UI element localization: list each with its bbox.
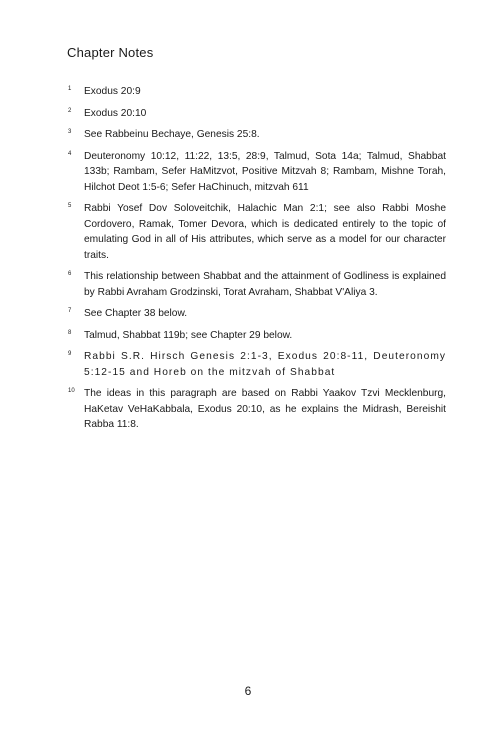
note-text: Deuteronomy 10:12, 11:22, 13:5, 28:9, Talmud, Sota 14a; Talmud, Shabbat 133b; Rambam, Sefer HaMitzvot, Positive Mitzvah 8; Rambam, Mishne Torah, Hilchot Deot 1:5-6; Sefer HaChinuch, mitzvah 611 — [84, 150, 446, 193]
note-number: 8 — [68, 329, 72, 336]
note-text: Exodus 20:10 — [84, 107, 147, 119]
note-item — [66, 106, 446, 122]
note-number: 9 — [68, 351, 72, 357]
note-item — [66, 127, 446, 143]
note-item — [66, 328, 446, 344]
note-number: 6 — [68, 271, 72, 277]
note-text: Rabbi Yosef Dov Soloveitchik, Halachic Man 2:1; see also Rabbi Moshe Cordovero, Ramak, Tomer Devora, which is dedicated entirely to the topic of emulating God in all of His attributes, which serve as a model for our character traits. — [84, 203, 446, 261]
note-number: 1 — [68, 86, 72, 92]
note-number: 7 — [68, 308, 72, 314]
note-text: Exodus 20:9 — [84, 86, 141, 97]
chapter-notes-list — [66, 84, 446, 439]
note-item — [66, 349, 446, 380]
note-item — [66, 201, 446, 263]
note-number: 5 — [68, 203, 72, 209]
note-item — [66, 149, 446, 196]
section-heading: Chapter Notes — [67, 45, 154, 60]
note-item — [66, 306, 446, 322]
note-text: Rabbi S.R. Hirsch Genesis 2:1-3, Exodus 20:8-11, Deuteronomy 5:12-15 and Horeb on the mitzvah of Shabbat — [84, 351, 446, 378]
page-number: 6 — [244, 684, 252, 698]
note-text: This relationship between Shabbat and the attainment of Godliness is explained by Rabbi Avraham Grodzinski, Torat Avraham, Shabbat V'Aliya 3. — [84, 271, 446, 298]
note-text: Talmud, Shabbat 119b; see Chapter 29 below. — [84, 329, 293, 341]
note-number: 4 — [68, 150, 72, 157]
note-text: See Chapter 38 below. — [84, 308, 188, 319]
note-number: 2 — [68, 107, 72, 114]
note-item — [66, 269, 446, 300]
note-number: 3 — [68, 129, 72, 135]
note-item — [66, 386, 446, 433]
note-item — [66, 84, 446, 100]
note-number: 10 — [68, 388, 75, 394]
note-text: The ideas in this paragraph are based on Rabbi Yaakov Tzvi Mecklenburg, HaKetav VeHaKabbala, Exodus 20:10, as he explains the Midrash, Bereishit Rabba 11:8. — [84, 388, 446, 430]
note-text: See Rabbeinu Bechaye, Genesis 25:8. — [84, 129, 260, 140]
